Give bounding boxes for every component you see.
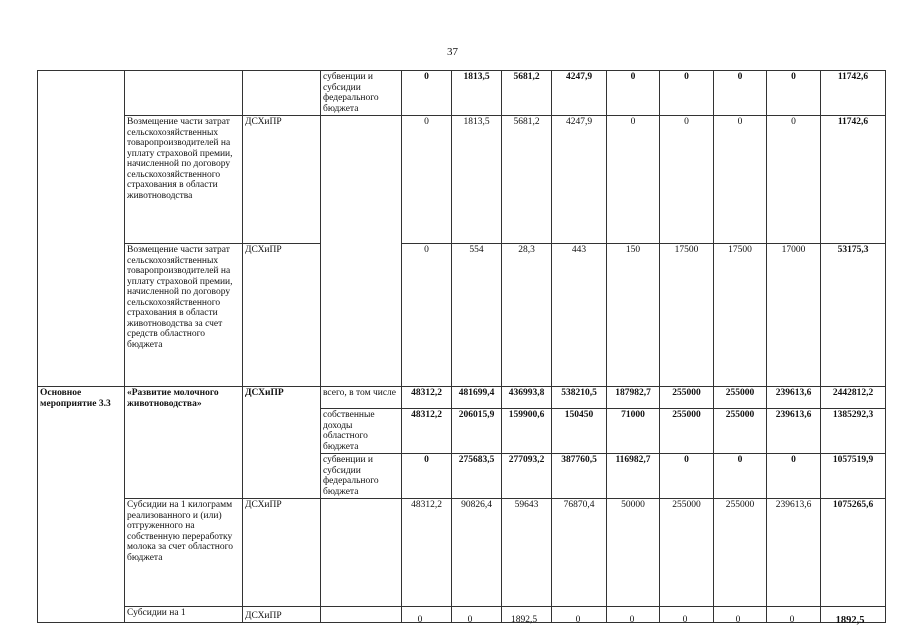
value-cell: 255000 [660, 409, 714, 454]
value-cell: 554 [452, 244, 502, 387]
value-text: 1892,5 [510, 615, 538, 625]
source-cell [321, 607, 402, 623]
value-cell: 0 [660, 71, 714, 116]
value-cell: 0 [402, 71, 452, 116]
value-cell: 0 [714, 116, 767, 244]
executor-cell: ДСХиПР [243, 387, 321, 499]
source-cell [321, 499, 402, 607]
value-cell: 436993,8 [502, 387, 552, 409]
value-cell: 0 [714, 454, 767, 499]
value-cell: 443 [552, 244, 607, 387]
value-cell: 255000 [660, 387, 714, 409]
executor-cell: ДСХиПР [243, 116, 321, 244]
value-cell: 187982,7 [607, 387, 660, 409]
value-cell: 0 [402, 454, 452, 499]
value-cell: 0 [714, 71, 767, 116]
name-cell: Возмещение части затрат сельскохозяйственных товаропроизводителей на уплату страховой премии, начисленной по договору сельскохозяйственного страхования в области животноводства за счет средств областного бюджета [125, 244, 243, 387]
value-text: 0 [682, 615, 688, 625]
budget-table [37, 70, 886, 623]
table-row [38, 607, 886, 623]
value-cell: 5681,2 [502, 71, 552, 116]
value-cell: 275683,5 [452, 454, 502, 499]
table-row [38, 244, 886, 387]
value-cell: 387760,5 [552, 454, 607, 499]
value-cell: 1813,5 [452, 71, 502, 116]
value-cell: 239613,6 [767, 409, 821, 454]
value-cell: 239613,6 [767, 387, 821, 409]
executor-cell: ДСХиПР [243, 607, 321, 623]
event-cell: Основное мероприятие 3.3 [38, 387, 125, 623]
source-cell: всего, в том числе [321, 387, 402, 409]
total-cell: 1057519,9 [821, 454, 886, 499]
value-cell: 4247,9 [552, 71, 607, 116]
source-cell: собственные доходы областного бюджета [321, 409, 402, 454]
source-cell: субвенции и субсидии федерального бюджета [321, 454, 402, 499]
value-cell: 50000 [607, 499, 660, 607]
value-cell: 71000 [607, 409, 660, 454]
value-text: 0 [417, 615, 423, 625]
value-cell [402, 607, 452, 623]
value-cell: 150450 [552, 409, 607, 454]
total-cell: 11742,6 [821, 71, 886, 116]
value-cell: 90826,4 [452, 499, 502, 607]
value-cell: 116982,7 [607, 454, 660, 499]
value-cell: 239613,6 [767, 499, 821, 607]
value-cell: 277093,2 [502, 454, 552, 499]
executor-cell: ДСХиПР [243, 499, 321, 607]
executor-cell [243, 71, 321, 116]
value-cell: 255000 [714, 387, 767, 409]
value-cell: 255000 [660, 499, 714, 607]
table-row [38, 387, 886, 409]
value-cell [452, 607, 502, 623]
table-row [38, 499, 886, 607]
name-cell: «Развитие молочного животноводства» [125, 387, 243, 499]
value-cell: 255000 [714, 499, 767, 607]
executor-cell: ДСХиПР [243, 244, 321, 387]
total-cell: 11742,6 [821, 116, 886, 244]
value-cell: 206015,9 [452, 409, 502, 454]
value-cell: 17000 [767, 244, 821, 387]
value-text: 0 [629, 615, 635, 625]
value-cell: 481699,4 [452, 387, 502, 409]
value-cell: 0 [767, 454, 821, 499]
value-cell: 0 [402, 116, 452, 244]
value-cell: 5681,2 [502, 116, 552, 244]
total-cell: 2442812,2 [821, 387, 886, 409]
value-cell: 1813,5 [452, 116, 502, 244]
value-cell: 538210,5 [552, 387, 607, 409]
value-cell: 48312,2 [402, 499, 452, 607]
page-number: 37 [447, 46, 458, 58]
source-cell: субвенции и субсидии федерального бюджета [321, 71, 402, 116]
value-cell: 17500 [660, 244, 714, 387]
name-cell: Возмещение части затрат сельскохозяйственных товаропроизводителей на уплату страховой премии, начисленной по договору сельскохозяйственного страхования в области животноводства [125, 116, 243, 244]
value-cell: 48312,2 [402, 409, 452, 454]
total-cell: 1385292,3 [821, 409, 886, 454]
value-text: 0 [735, 615, 741, 625]
name-cell: Субсидии на 1 [125, 607, 243, 623]
value-cell: 48312,2 [402, 387, 452, 409]
value-cell: 59643 [502, 499, 552, 607]
name-cell [125, 71, 243, 116]
value-cell: 0 [660, 116, 714, 244]
total-cell: 53175,3 [821, 244, 886, 387]
total-text: 1892,5 [835, 615, 865, 626]
table-row [38, 116, 886, 244]
value-cell: 28,3 [502, 244, 552, 387]
value-text: 0 [575, 615, 581, 625]
value-cell: 150 [607, 244, 660, 387]
value-text: 0 [467, 615, 473, 625]
event-cell-continued [38, 71, 125, 387]
value-cell: 255000 [714, 409, 767, 454]
value-text: 0 [789, 615, 795, 625]
source-cell [321, 116, 402, 387]
total-cell: 1075265,6 [821, 499, 886, 607]
value-cell: 0 [660, 454, 714, 499]
value-cell: 159900,6 [502, 409, 552, 454]
value-cell: 0 [767, 71, 821, 116]
value-cell: 17500 [714, 244, 767, 387]
value-cell: 4247,9 [552, 116, 607, 244]
value-cell: 76870,4 [552, 499, 607, 607]
value-cell: 0 [767, 116, 821, 244]
value-cell: 0 [607, 116, 660, 244]
table-row [38, 71, 886, 116]
value-cell: 0 [402, 244, 452, 387]
name-cell: Субсидии на 1 килограмм реализованного и (или) отгруженного на собственную переработку молока за счет областного бюджета [125, 499, 243, 607]
value-cell: 0 [607, 71, 660, 116]
